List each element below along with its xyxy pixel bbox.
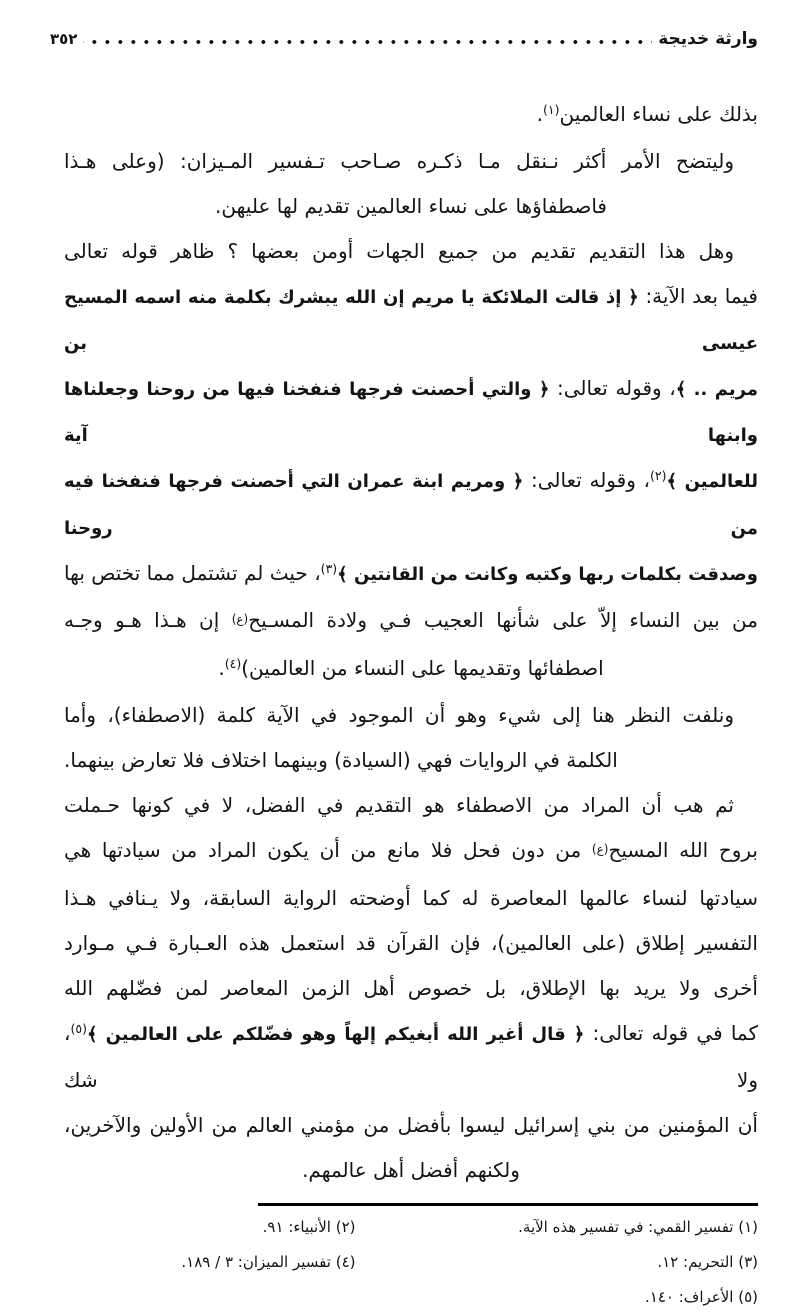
- dotted-leader: [83, 38, 652, 46]
- body-run: أخرى ولا يريد بها الإطلاق، بل خصوص أهل الزمن المعاصر لمن فضّلهم الله: [64, 976, 758, 1000]
- text-line: [64, 783, 758, 828]
- footnote-separator: [258, 1203, 758, 1206]
- body-run: فاصطفاؤها على نساء العالمين تقديم لها عليهن.: [215, 194, 607, 218]
- body-run: .: [536, 102, 543, 126]
- body-run: التفسير إطلاق (على العالمين)، فإن القرآن قد استعمل هذه العـبارة فـي مـوارد: [64, 931, 758, 955]
- body-run: ثم هب أن المراد من الاصطفاء هو التقديم في الفضل، لا في كونها حـملت: [64, 793, 734, 817]
- footnote-marker: (٤): [224, 656, 242, 671]
- footnote-item: (٤) تفسير الميزان: ٣ / ١٨٩.: [181, 1253, 356, 1271]
- quran-quote: للعالمين ﴾: [666, 471, 758, 492]
- body-run: أن المؤمنين من بني إسرائيل ليسوا بأفضل من مؤمني العالم من الأولين والآخرين،: [64, 1113, 758, 1137]
- footnote-marker: (١): [542, 102, 560, 117]
- body-run: ، ولا شك: [64, 1021, 758, 1092]
- quran-quote: وصدقت بكلمات ربها وكتبه وكانت من القانتين ﴾: [337, 564, 758, 585]
- text-line: [64, 366, 758, 458]
- body-run: وليتضح الأمر أكثر نـنقل مـا ذكـره صـاحب تـفسير المـيزان: (وعلى هـذا: [64, 149, 734, 173]
- quran-quote: ﴿ ومريم ابنة عمران التي أحصنت فرجها فنفخنا فيه من روحنا: [64, 471, 758, 539]
- text-line: [64, 1011, 758, 1103]
- body-run: .: [218, 656, 225, 680]
- text-line: [64, 921, 758, 966]
- text-line: [64, 693, 758, 738]
- body-run: وهل هذا التقديم تقديم من جميع الجهات أومن بعضها ؟ ظاهر قوله تعالى: [64, 239, 734, 263]
- body-run: من بين النساء إلاّ على شأنها العجيب فـي ولادة المسـيح: [248, 608, 758, 632]
- book-page: [0, 26, 798, 1306]
- footnote-marker: (٥): [70, 1021, 87, 1036]
- text-line: [64, 876, 758, 921]
- quran-quote: ﴿ قال أغير الله أبغيكم إلهاً وهو فضّلكم على العالمين ﴾: [86, 1024, 585, 1045]
- body-run: بروح الله المسيح: [608, 838, 758, 862]
- running-title: وارثة خديجة: [658, 29, 758, 49]
- quran-quote: مريم .. ﴾: [675, 379, 758, 400]
- page-header: [50, 26, 758, 52]
- body-text: [64, 92, 758, 1193]
- text-line: [64, 738, 758, 783]
- quran-quote: ﴿ إذ قالت الملائكة يا مريم إن الله يبشرك بكلمة منه اسمه المسيح عيسى بن: [64, 287, 758, 354]
- body-run: ولكنهم أفضل أهل عالمهم.: [302, 1158, 520, 1182]
- body-run: الكلمة في الروايات فهي (السيادة) وبينهما اختلاف فلا تعارض بينهما.: [64, 748, 618, 772]
- body-run: فيما بعد الآية:: [638, 284, 758, 308]
- text-line: [64, 184, 758, 229]
- body-run: سيادتها لنساء عالمها المعاصرة له كما أوضحته الرواية السابقة، ولا يـنافي هـذا: [64, 886, 758, 910]
- text-line: [64, 458, 758, 551]
- footnote-list: [64, 1210, 758, 1315]
- honorific-mark: (ع): [591, 842, 609, 856]
- footnote-item: (٣) التحريم: ١٢.: [657, 1253, 758, 1271]
- body-run: بذلك على نساء العالمين: [559, 102, 758, 126]
- body-run: من دون فحل فلا مانع من أن يكون المراد من سيادتها هي: [64, 838, 592, 862]
- body-run: ونلفت النظر هنا إلى شيء وهو أن الموجود في الآية كلمة (الاصطفاء)، وأما: [64, 703, 734, 727]
- text-line: [64, 1148, 758, 1193]
- footnote-item: (٥) الأعراف: ١٤٠.: [645, 1288, 758, 1306]
- page-number: ٣٥٢: [50, 30, 78, 48]
- body-run: اصطفائها وتقديمها على النساء من العالمين): [241, 656, 604, 680]
- body-run: ، حيث لم تشتمل مما تختص بها: [64, 561, 321, 585]
- footnote-marker: (٢): [649, 468, 667, 483]
- text-line: [64, 92, 758, 139]
- text-line: [64, 229, 758, 274]
- honorific-mark: (ع): [231, 612, 249, 626]
- body-run: ، وقوله تعالى:: [523, 468, 650, 492]
- body-run: ، وقوله تعالى:: [549, 376, 676, 400]
- text-line: [64, 966, 758, 1011]
- body-run: إن هـذا هـو وجـه: [64, 608, 232, 632]
- text-line: [64, 646, 758, 693]
- text-line: [64, 828, 758, 876]
- footnote-marker: (٣): [320, 561, 338, 576]
- text-line: [64, 1103, 758, 1148]
- quran-quote: ﴿ والتي أحصنت فرجها فنفخنا فيها من روحنا وجعلناها وابنها آية: [64, 379, 758, 446]
- footnote-section: [64, 1203, 758, 1315]
- text-line: [64, 551, 758, 598]
- text-line: [64, 598, 758, 646]
- footnote-item: (٢) الأنبياء: ٩١.: [262, 1218, 356, 1236]
- footnote-item: (١) تفسير القمي: في تفسير هذه الآية.: [518, 1218, 758, 1236]
- text-line: [64, 274, 758, 366]
- text-line: [64, 139, 758, 184]
- body-run: كما في قوله تعالى:: [584, 1021, 758, 1045]
